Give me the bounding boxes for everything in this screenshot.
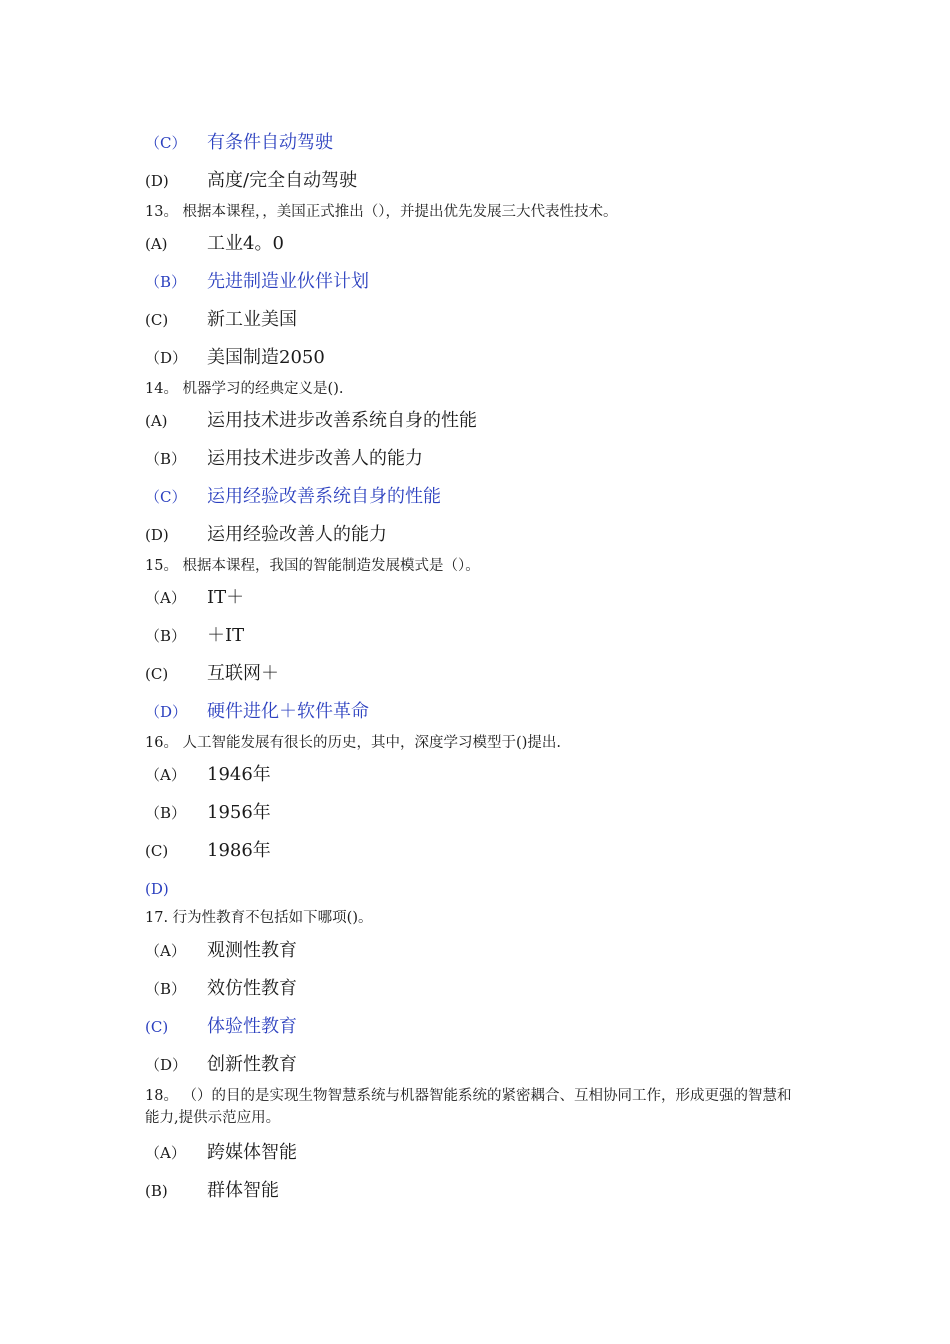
option-label: (D) [145,880,169,898]
option-text: 新工业美国 [207,309,297,330]
option-label: (D) [145,172,169,190]
question-number: 17. [145,910,169,926]
option-label: (C) [145,665,169,683]
option-text: 运用技术进步改善人的能力 [207,448,423,469]
option-label: （C） [145,134,187,152]
option-text: 美国制造2050 [207,347,325,368]
option-item [145,1140,297,1166]
question-text: 机器学习的经典定义是(). [177,381,344,397]
answer-option [145,269,369,295]
question-number: 15。 [145,558,178,574]
option-text: 工业4。0 [207,233,284,254]
option-item [145,231,284,257]
answer-option [145,484,441,510]
option-text: 高度/完全自动驾驶 [207,170,358,191]
option-label: (A) [145,235,168,253]
option-label: (C) [145,1018,169,1036]
question-text: 人工智能发展有很长的历史，其中，深度学习模型于()提出. [177,735,561,751]
option-text: 效仿性教育 [207,978,297,999]
question-stem [145,555,480,577]
option-label: （B） [145,804,187,822]
option-text: 体验性教育 [207,1016,297,1037]
option-label: （A） [145,589,186,607]
option-label: （D） [145,1056,188,1074]
question-stem [145,201,618,223]
question-number: 16。 [145,735,178,751]
question-stem [145,732,561,754]
option-text: IT＋ [207,587,245,608]
option-item [145,762,271,788]
answer-option [145,130,333,156]
option-label: （B） [145,450,187,468]
option-label: （A） [145,1144,186,1162]
option-label: （C） [145,488,187,506]
option-label: （D） [145,703,188,721]
option-item [145,1178,279,1204]
option-item [145,938,297,964]
option-item [145,408,477,434]
option-item [145,446,423,472]
answer-option [145,699,369,725]
option-text: 观测性教育 [207,940,297,961]
option-text: 创新性教育 [207,1054,297,1075]
question-stem [145,907,373,929]
question-number: 18。 [145,1088,178,1104]
option-text: 互联网＋ [207,663,279,684]
option-label: （B） [145,980,187,998]
option-text: 运用技术进步改善系统自身的性能 [207,410,477,431]
option-label: (C) [145,311,169,329]
option-text: 1956年 [207,802,271,823]
option-item [145,1052,297,1078]
option-label: （B） [145,273,187,291]
option-text: 有条件自动驾驶 [207,132,333,153]
option-item [145,623,244,649]
option-label: (B) [145,1182,168,1200]
option-label: (D) [145,526,169,544]
option-item [145,168,357,194]
option-text: 跨媒体智能 [207,1142,297,1163]
option-text: ＋IT [207,625,245,646]
option-item [145,976,297,1002]
option-text: 群体智能 [207,1180,279,1201]
option-item [145,800,271,826]
question-number: 14。 [145,381,178,397]
option-label: （B） [145,627,187,645]
option-item [145,307,297,333]
question-stem [145,1085,805,1129]
question-text: （）的目的是实现生物智慧系统与机器智能系统的紧密耦合、互相协同工作，形成更强的智慧和能力,提供示范应用。 [145,1088,792,1126]
option-label: (C) [145,842,169,860]
option-text: 1986年 [207,840,271,861]
option-text: 运用经验改善人的能力 [207,524,387,545]
option-item [145,522,387,548]
option-label: （A） [145,766,186,784]
option-text: 运用经验改善系统自身的性能 [207,486,441,507]
option-label: (A) [145,412,168,430]
option-text: 1946年 [207,764,271,785]
option-label: （D） [145,349,188,367]
question-number: 13。 [145,204,178,220]
answer-option [145,876,207,902]
option-item [145,345,325,371]
option-text: 先进制造业伙伴计划 [207,271,369,292]
option-item [145,661,279,687]
option-label: （A） [145,942,186,960]
answer-option [145,1014,297,1040]
option-text: 硬件进化＋软件革命 [207,701,369,722]
question-stem [145,378,344,400]
question-text: 行为性教育不包括如下哪项()。 [168,910,373,926]
option-item [145,585,244,611]
question-text: 根据本课程，我国的智能制造发展模式是（）。 [177,558,480,574]
question-text: 根据本课程，，美国正式推出（），并提出优先发展三大代表性技术。 [177,204,618,220]
option-item [145,838,271,864]
